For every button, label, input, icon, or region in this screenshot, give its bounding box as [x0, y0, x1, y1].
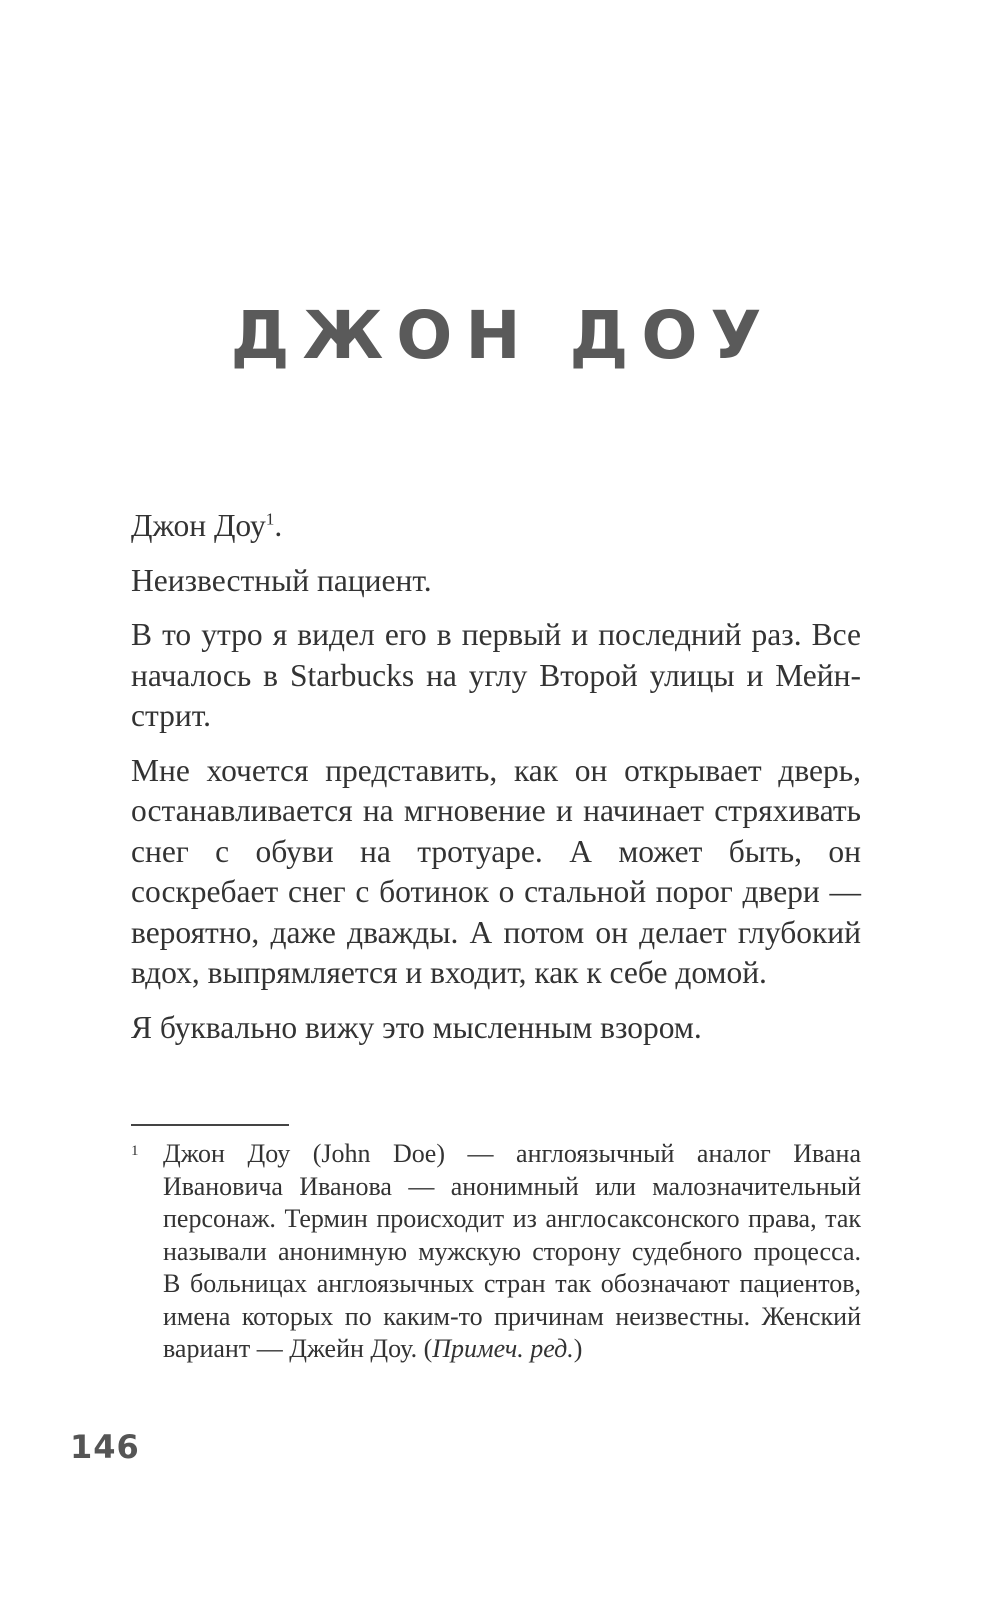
footnote-marker: 1 [131, 1143, 139, 1159]
page-number: 146 [70, 1428, 140, 1466]
paragraph-1-text: Джон Доу [131, 508, 266, 543]
footnote-body: Джон Доу (John Doe) — англоязычный аналог Ивана Ивановича Иванова — анонимный или малозначительный персонаж. Термин происходит из англосаксонского права, так называли анонимную мужскую сторону судебного процесса. В больницах англоязычных стран так обозначают пациентов, имена которых по каким-то причинам неизвестны. Женский вариант — Джейн Доу. [163, 1139, 861, 1363]
footnote-text [163, 1138, 861, 1366]
paragraph-3: В то утро я видел его в первый и последний раз. Все началось в Starbucks на углу Второй улицы и Мейн-стрит. [131, 617, 861, 733]
footnote-reference[interactable]: 1 [265, 509, 275, 529]
paragraph-2: Неизвестный пациент. [131, 562, 432, 598]
paragraph-1-end: . [274, 508, 283, 543]
paragraph-4: Мне хочется представить, как он открывает дверь, останавливается на мгновение и начинает стряхивать снег с обуви на тротуаре. А может быть, он соскребает снег с ботинок о стальной порог двери — вероятно, даже дважды. А потом он делает глубокий вдох, выпрямляется и входит, как к себе домой. [131, 752, 861, 990]
chapter-body [131, 506, 861, 1062]
paragraph-1 [131, 506, 861, 547]
footnote-editor-note: Примеч. ред. [432, 1334, 574, 1363]
footnote-divider [131, 1124, 289, 1126]
paragraph-5: Я буквально вижу это мысленным взором. [131, 1009, 702, 1045]
footnote-note-open: ( [423, 1334, 433, 1363]
chapter-title: ДЖОН ДОУ [230, 297, 775, 374]
footnote-note-close: ) [573, 1334, 583, 1363]
footnote [131, 1138, 861, 1366]
